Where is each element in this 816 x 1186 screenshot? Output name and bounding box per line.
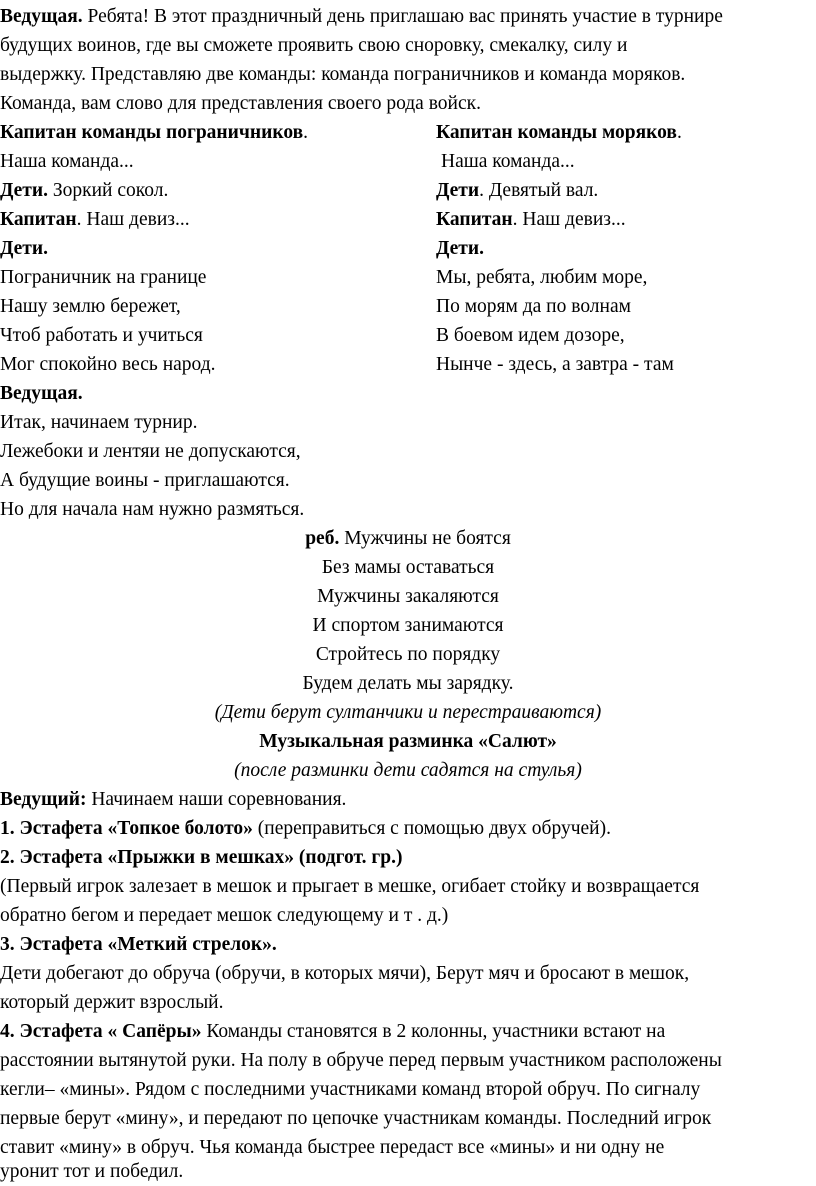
warmup-title: Музыкальная разминка «Салют»	[259, 731, 557, 752]
left-our-team: Наша команда...	[0, 151, 134, 172]
relay-2-line: обратно бегом и передает мешок следующему и т . д.)	[0, 905, 449, 926]
left-poem-line: Чтоб работать и учиться	[0, 325, 203, 346]
right-poem-line: По морям да по волнам	[436, 296, 631, 317]
child-first-text: Мужчины не боятся	[339, 528, 511, 549]
relay-4-line: первые берут «мину», и передают по цепочке участникам команды. Последний игрок	[0, 1108, 712, 1129]
left-captain-title-text: Капитан команды пограничников	[0, 122, 304, 143]
child-line: Будем делать мы зарядку.	[302, 673, 514, 694]
right-motto	[436, 205, 626, 234]
child-speaker: реб.	[305, 528, 340, 549]
host-line: Но для начала нам нужно размяться.	[0, 499, 305, 520]
left-captain-label: Капитан	[0, 209, 77, 230]
left-poem-line: Пограничник на границе	[0, 267, 207, 288]
intro-line-1	[0, 2, 723, 31]
right-name-text: . Девятый вал.	[479, 180, 599, 201]
right-captain-title	[436, 118, 682, 147]
right-our-team: Наша команда...	[441, 151, 575, 172]
left-captain-dot: .	[303, 122, 309, 143]
intro-line-3: выдержку. Представляю две команды: команда пограничников и команда моряков.	[0, 64, 686, 85]
relay-3-line: который держит взрослый.	[0, 992, 224, 1013]
right-kids-heading	[436, 234, 484, 263]
intro-line-2: будущих воинов, где вы сможете проявить свою сноровку, смекалку, силу и	[0, 35, 628, 56]
relay-1-text: (переправиться с помощью двух обручей).	[252, 818, 611, 839]
host2-line	[0, 785, 346, 814]
intro-text-1: Ребята! В этот праздничный день приглашаю вас принять участие в турнире	[82, 6, 723, 27]
left-team-name	[0, 176, 168, 205]
child-line: И спортом занимаются	[312, 615, 504, 636]
right-captain-dot: .	[676, 122, 682, 143]
host2-text: Начинаем наши соревнования.	[86, 789, 347, 810]
relay-2-title: 2. Эстафета «Прыжки в мешках» (подгот. гр.)	[0, 847, 403, 868]
relay-4-line: ставит «мину» в обруч. Чья команда быстрее передаст все «мины» и ни одну не	[0, 1137, 665, 1158]
right-kids-heading-text: Дети	[436, 238, 480, 259]
warmup-note: (после разминки дети садятся на стулья)	[234, 760, 582, 781]
right-kids-label: Дети	[436, 180, 480, 201]
right-poem-line: Нынче - здесь, а завтра - там	[436, 354, 674, 375]
left-motto-text: . Наш девиз...	[76, 209, 190, 230]
child-line: Стройтесь по порядку	[315, 644, 501, 665]
relay-4-line: расстоянии вытянутой руки. На полу в обруче перед первым участником расположены	[0, 1050, 722, 1071]
left-poem-line: Мог спокойно весь народ.	[0, 354, 216, 375]
relay-3-title: 3. Эстафета «Меткий стрелок».	[0, 934, 277, 955]
relay-2-line: (Первый игрок залезает в мешок и прыгает в мешке, огибает стойку и возвращается	[0, 876, 700, 897]
left-kids-heading: Дети.	[0, 238, 48, 259]
child-line: Без мамы оставаться	[321, 557, 495, 578]
right-kids-dot: .	[479, 238, 484, 259]
child-line: Мужчины закаляются	[317, 586, 499, 607]
right-poem-line: Мы, ребята, любим море,	[436, 267, 648, 288]
relay-4-line: кегли– «мины». Рядом с последними участниками команд второй обруч. По сигналу	[0, 1079, 701, 1100]
relay-4-text: Команды становятся в 2 колонны, участники встают на	[201, 1021, 666, 1042]
right-team-name	[436, 176, 598, 205]
child-stage-note: (Дети берут султанчики и перестраиваются)	[214, 702, 602, 723]
host2-speaker: Ведущий:	[0, 789, 87, 810]
right-motto-text: . Наш девиз...	[512, 209, 626, 230]
relay-4-title: 4. Эстафета « Сапёры»	[0, 1021, 202, 1042]
relay-3-line: Дети добегают до обруча (обручи, в которых мячи), Берут мяч и бросают в мешок,	[0, 963, 690, 984]
child-line-1	[0, 524, 816, 553]
left-kids-label: Дети.	[0, 180, 48, 201]
intro-speaker: Ведущая.	[0, 6, 83, 27]
left-captain-title	[0, 118, 308, 147]
relay-1	[0, 814, 611, 843]
host-line: А будущие воины - приглашаются.	[0, 470, 290, 491]
left-poem-line: Нашу землю бережет,	[0, 296, 181, 317]
left-motto	[0, 205, 190, 234]
relay-1-title: 1. Эстафета «Топкое болото»	[0, 818, 253, 839]
relay-4-line: уронит тот и победил.	[0, 1161, 184, 1182]
right-poem-line: В боевом идем дозоре,	[436, 325, 625, 346]
right-captain-label: Капитан	[436, 209, 513, 230]
left-name-text: Зоркий сокол.	[48, 180, 169, 201]
host-line: Итак, начинаем турнир.	[0, 412, 198, 433]
relay-4	[0, 1017, 665, 1046]
intro-line-4: Команда, вам слово для представления своего рода войск.	[0, 93, 481, 114]
host-title: Ведущая.	[0, 383, 83, 404]
right-captain-title-text: Капитан команды моряков	[436, 122, 677, 143]
host-line: Лежебоки и лентяи не допускаются,	[0, 441, 301, 462]
